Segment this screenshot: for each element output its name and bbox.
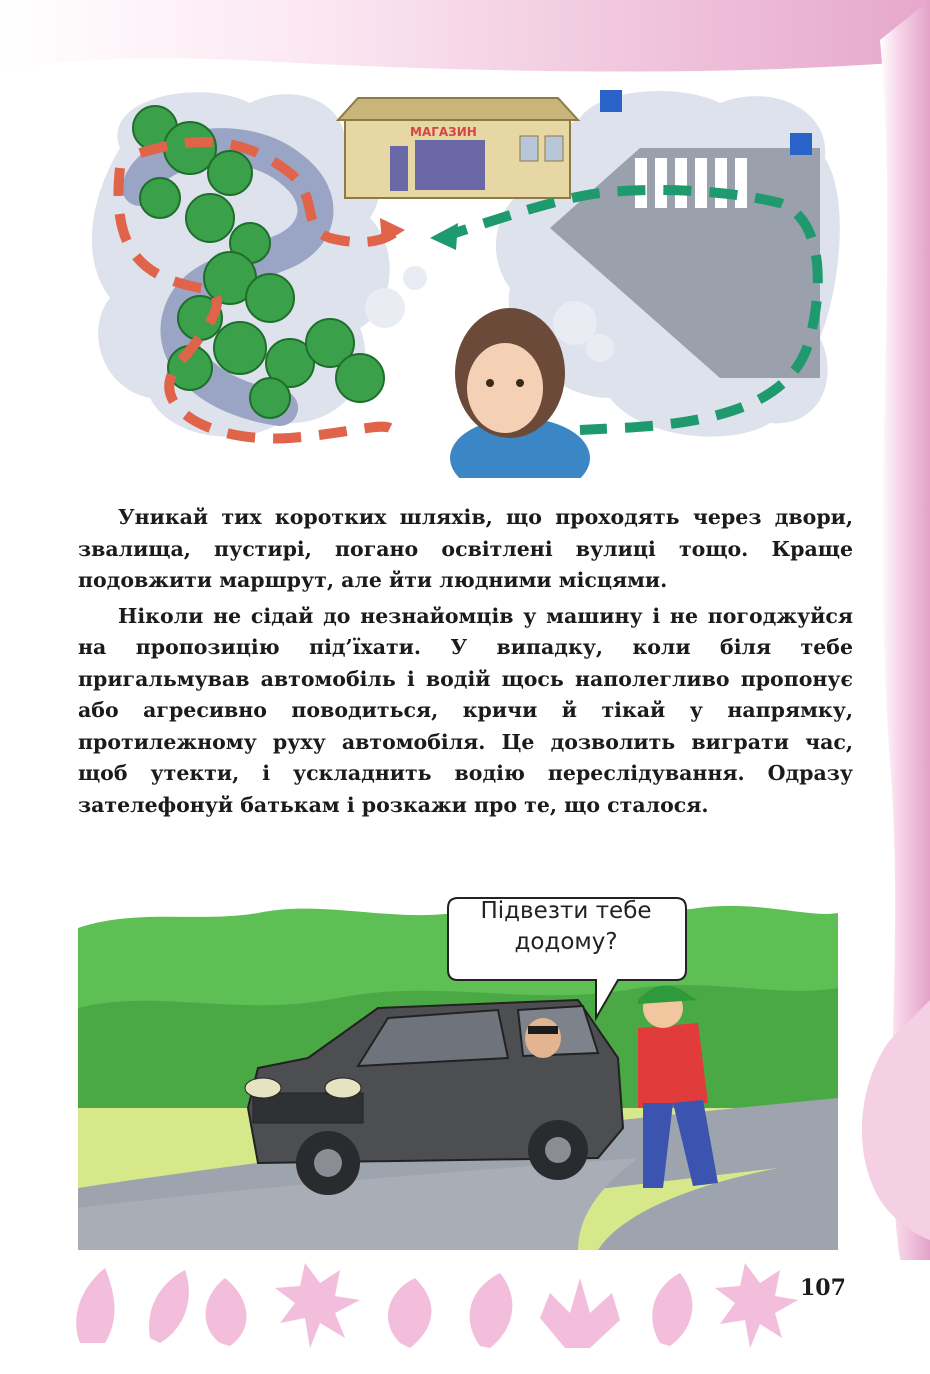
maple-leaf-icon [275, 1263, 360, 1348]
driver-character [525, 1018, 561, 1058]
page-number: 107 [800, 1275, 846, 1301]
safe-route-arrow [430, 223, 458, 250]
thought-bubble-small [365, 288, 405, 328]
shop-sign: МАГАЗИН [410, 125, 477, 139]
maple-leaf-icon [715, 1263, 798, 1348]
route-illustration [80, 78, 840, 478]
chestnut-leaf-icon [540, 1278, 620, 1348]
thought-bubble-tiny [586, 334, 614, 362]
thought-bubble-medium [403, 266, 427, 290]
paragraph-2: Ніколи не сідай до незнайомців у машину і не погоджуйся на пропозицію під’їхати. У випадку, коли біля тебе пригальмував автомобіль і водій щось наполегливо пропонує або агресивно поводиться, кричи й тікай у напрямку, протилежному руху автомобіля. Це дозволить виграти час, щоб утекти, і ускладнить водію переслідування. Одразу зателефонуй батькам і розкажи про те, що сталося. [78, 603, 853, 817]
leaf-icon [470, 1273, 513, 1348]
leaf-icon [388, 1278, 431, 1348]
leaf-decoration-strip [60, 1258, 800, 1358]
speech-bubble-text [458, 896, 674, 958]
crossing-sign-1 [600, 90, 622, 112]
crossing-sign-2 [790, 133, 812, 155]
paragraph-1: Уникай тих коротких шляхів, що проходять через двори, звалища, пустирі, погано освітлені вулиці тощо. Краще подовжити маршрут, але йти людними місцями. [78, 505, 853, 592]
leaf-icon [652, 1273, 692, 1346]
shop-building [338, 98, 578, 198]
leaf-icon [76, 1268, 114, 1343]
leaf-icon [206, 1278, 247, 1346]
unsafe-route-arrow [380, 218, 405, 244]
speech-line-1: Підвезти тебе [480, 898, 652, 924]
speech-line-2: додому? [514, 929, 618, 955]
body-text [78, 502, 853, 825]
leaf-icon [149, 1270, 189, 1343]
